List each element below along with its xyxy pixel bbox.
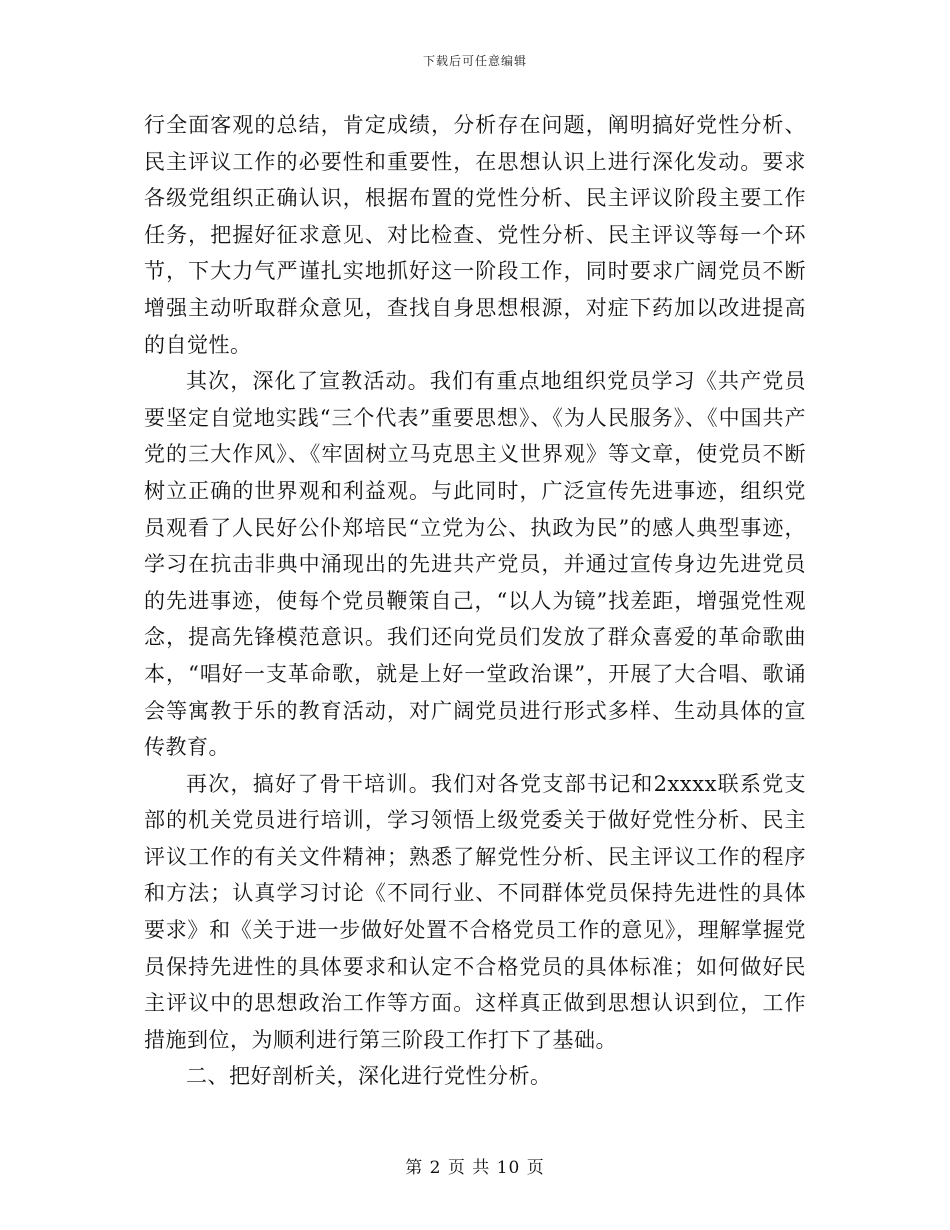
paragraph-training: 再次，搞好了骨干培训。我们对各党支部书记和2xxxx联系党支部的机关党员进行培训，学习领悟上级党委关于做好党性分析、民主评议工作的有关文件精神；熟悉了解党性分析、民主评议工作的程序和方法；认真学习讨论《不同行业、不同群体党员保持先进性的具体要求》和《关于进一步做好处置不合格党员工作的意见》，理解掌握党员保持先进性的具体要求和认定不合格党员的具体标准；如何做好民主评议中的思想政治工作等方面。这样真正做到思想认识到位，工作措施到位，为顺利进行第三阶段工作打下了基础。 xyxy=(144,771,806,1052)
paragraph-propaganda: 其次，深化了宣教活动。我们有重点地组织党员学习《共产党员要坚定自觉地实践“三个代表”重要思想》、《为人民服务》、《中国共产党的三大作风》、《牢固树立马克思主义世界观》等文章，使党员不断树立正确的世界观和利益观。与此同时，广泛宣传先进事迹，组织党员观看了人民好公仆郑培民“立党为公、执政为民”的感人典型事迹，学习在抗击非典中涌现出的先进共产党员，并通过宣传身边先进党员的先进事迹，使每个党员鞭策自己，“以人为镜”找差距，增强党性观念，提高先锋模范意识。我们还向党员们发放了群众喜爱的革命歌曲本，“唱好一支革命歌，就是上好一堂政治课”，开展了大合唱、歌诵会等寓教于乐的教育活动，对广阔党员进行形式多样、生动具体的宣传教育。 xyxy=(144,369,806,760)
page-header: 下载后可任意编辑 xyxy=(422,54,527,68)
page-number: 第 2 页 共 10 页 xyxy=(405,1158,545,1178)
document-body xyxy=(144,107,806,1095)
section-heading-two: 二、把好剖析关，深化进行党性分析。 xyxy=(186,1064,552,1089)
paragraph-continuation: 行全面客观的总结，肯定成绩，分析存在问题，阐明搞好党性分析、民主评议工作的必要性和重要性，在思想认识上进行深化发动。要求各级党组织正确认识，根据布置的党性分析、民主评议阶段主要工作任务，把握好征求意见、对比检查、党性分析、民主评议等每一个环节，下大力气严谨扎实地抓好这一阶段工作，同时要求广阔党员不断增强主动听取群众意见，查找自身思想根源，对症下药加以改进提高的自觉性。 xyxy=(144,113,806,357)
